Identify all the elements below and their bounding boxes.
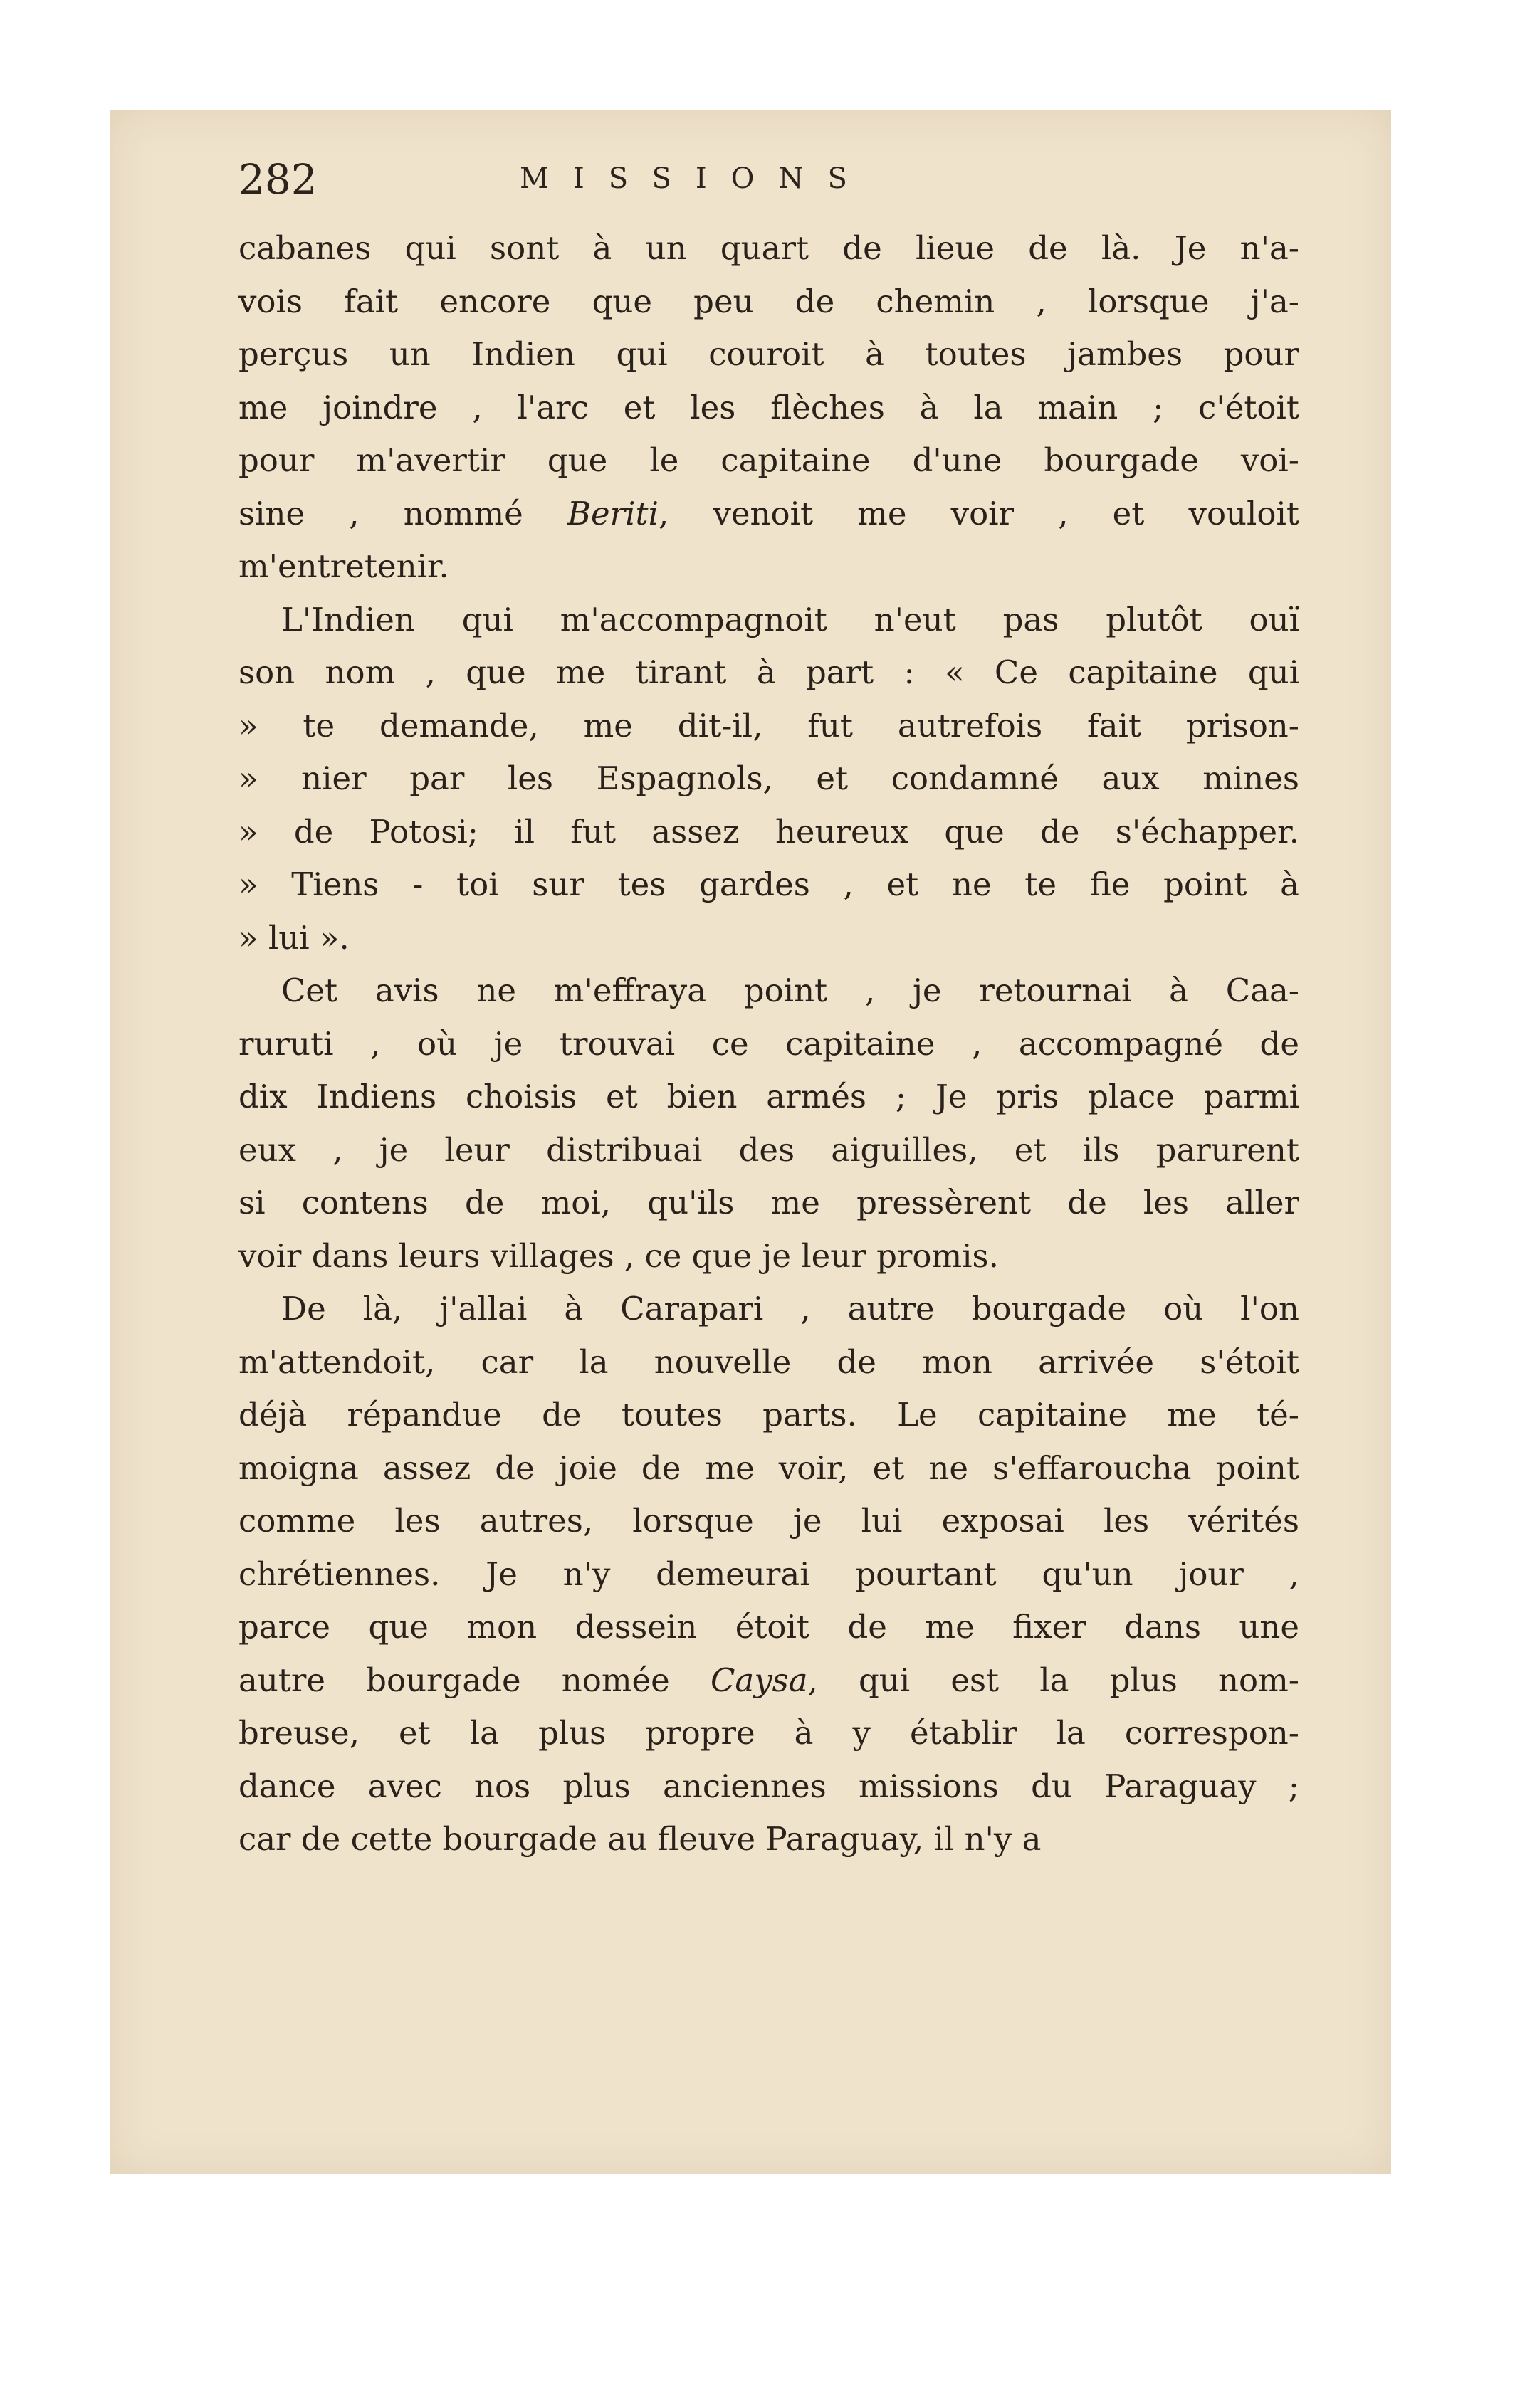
text-line [238,488,1299,541]
text-run: eux , je leur distribuai des aiguilles, et ils parurent [238,1130,1299,1169]
text-line [238,1760,1299,1814]
text-line [238,752,1299,806]
text-line [238,806,1299,859]
text-run: breuse, et la plus propre à y établir la correspon- [238,1714,1299,1752]
text-line [238,646,1299,700]
text-run: L'Indien qui m'accompagnoit n'eut pas plutôt ouï [281,600,1299,638]
text-run: » de Potosi; il fut assez heureux que de s'échapper. [238,812,1299,851]
text-line [238,275,1299,329]
text-run: sine , nommé [238,494,567,532]
text-run: perçus un Indien qui couroit à toutes jambes pour [238,335,1299,373]
text-line [238,1813,1299,1866]
text-run: dance avec nos plus anciennes missions du Paraguay ; [238,1767,1299,1805]
text-line [238,328,1299,382]
text-line [238,964,1299,1018]
text-run: » Tiens - toi sur tes gardes , et ne te fie point à [238,866,1299,903]
text-run: parce que mon dessein étoit de me fixer dans une [238,1608,1299,1646]
text-run: , venoit me voir , et vouloit [659,494,1299,532]
text-run: comme les autres, lorsque je lui exposai les vérités [238,1502,1299,1540]
text-line [238,1124,1299,1177]
text-run: son nom , que me tirant à part : « Ce capitaine qui [238,653,1299,691]
text-line [238,858,1299,912]
text-run: ruruti , où je trouvai ce capitaine , accompagné de [238,1024,1299,1063]
text-run: , qui est la plus nom- [807,1661,1299,1699]
text-line [238,1071,1299,1124]
text-run: Cet avis ne m'effraya point , je retournai à Caa- [281,972,1299,1009]
text-line [238,1018,1299,1071]
text-line [238,1601,1299,1654]
text-line [238,1548,1299,1602]
text-line [238,382,1299,435]
text-run: cabanes qui sont à un quart de lieue de là. Je n'a- [238,229,1299,267]
text-line [238,1283,1299,1336]
text-run: vois fait encore que peu de chemin , lorsque j'a- [238,282,1299,320]
text-line [238,1177,1299,1230]
text-line [238,1495,1299,1548]
text-line [238,1230,1299,1283]
text-run: car de cette bourgade au fleuve Paraguay, il n'y a [238,1820,1042,1858]
text-line [238,222,1299,275]
italic-name: Caysa [710,1661,808,1699]
running-head: MISSIONS [520,162,871,195]
italic-name: Beriti [567,494,659,532]
text-run: » lui ». [238,918,350,957]
text-line [238,1336,1299,1389]
text-run: pour m'avertir que le capitaine d'une bourgade voi- [238,441,1299,479]
text-run: dix Indiens choisis et bien armés ; Je pris place parmi [238,1078,1299,1115]
text-line [238,1442,1299,1495]
text-line [238,434,1299,488]
text-line [238,1707,1299,1760]
text-run: De là, j'allai à Carapari , autre bourgade où l'on [281,1290,1299,1327]
text-run: » te demande, me dit-il, fut autrefois fait prison- [238,706,1299,745]
text-run: autre bourgade nomée [238,1661,711,1699]
text-run: m'entretenir. [238,547,449,585]
text-line [238,1389,1299,1442]
text-run: déjà répandue de toutes parts. Le capitaine me té- [238,1396,1299,1434]
text-run: si contens de moi, qu'ils me pressèrent de les aller [238,1184,1299,1221]
text-run: m'attendoit, car la nouvelle de mon arrivée s'étoit [238,1342,1299,1381]
text-run: » nier par les Espagnols, et condamné aux mines [238,759,1299,797]
text-line [238,912,1299,965]
text-run: me joindre , l'arc et les flèches à la main ; c'étoit [238,388,1299,426]
page-header [238,149,1299,214]
text-run: chrétiennes. Je n'y demeurai pourtant qu'un jour , [238,1555,1299,1593]
text-run: moigna assez de joie de me voir, et ne s'effaroucha point [238,1449,1299,1487]
body-text [238,222,1299,1866]
text-line [238,540,1299,594]
text-line [238,700,1299,753]
text-line [238,1654,1299,1708]
page-number: 282 [238,155,318,204]
text-line [238,594,1299,647]
text-run: voir dans leurs villages , ce que je leur promis. [238,1236,999,1275]
